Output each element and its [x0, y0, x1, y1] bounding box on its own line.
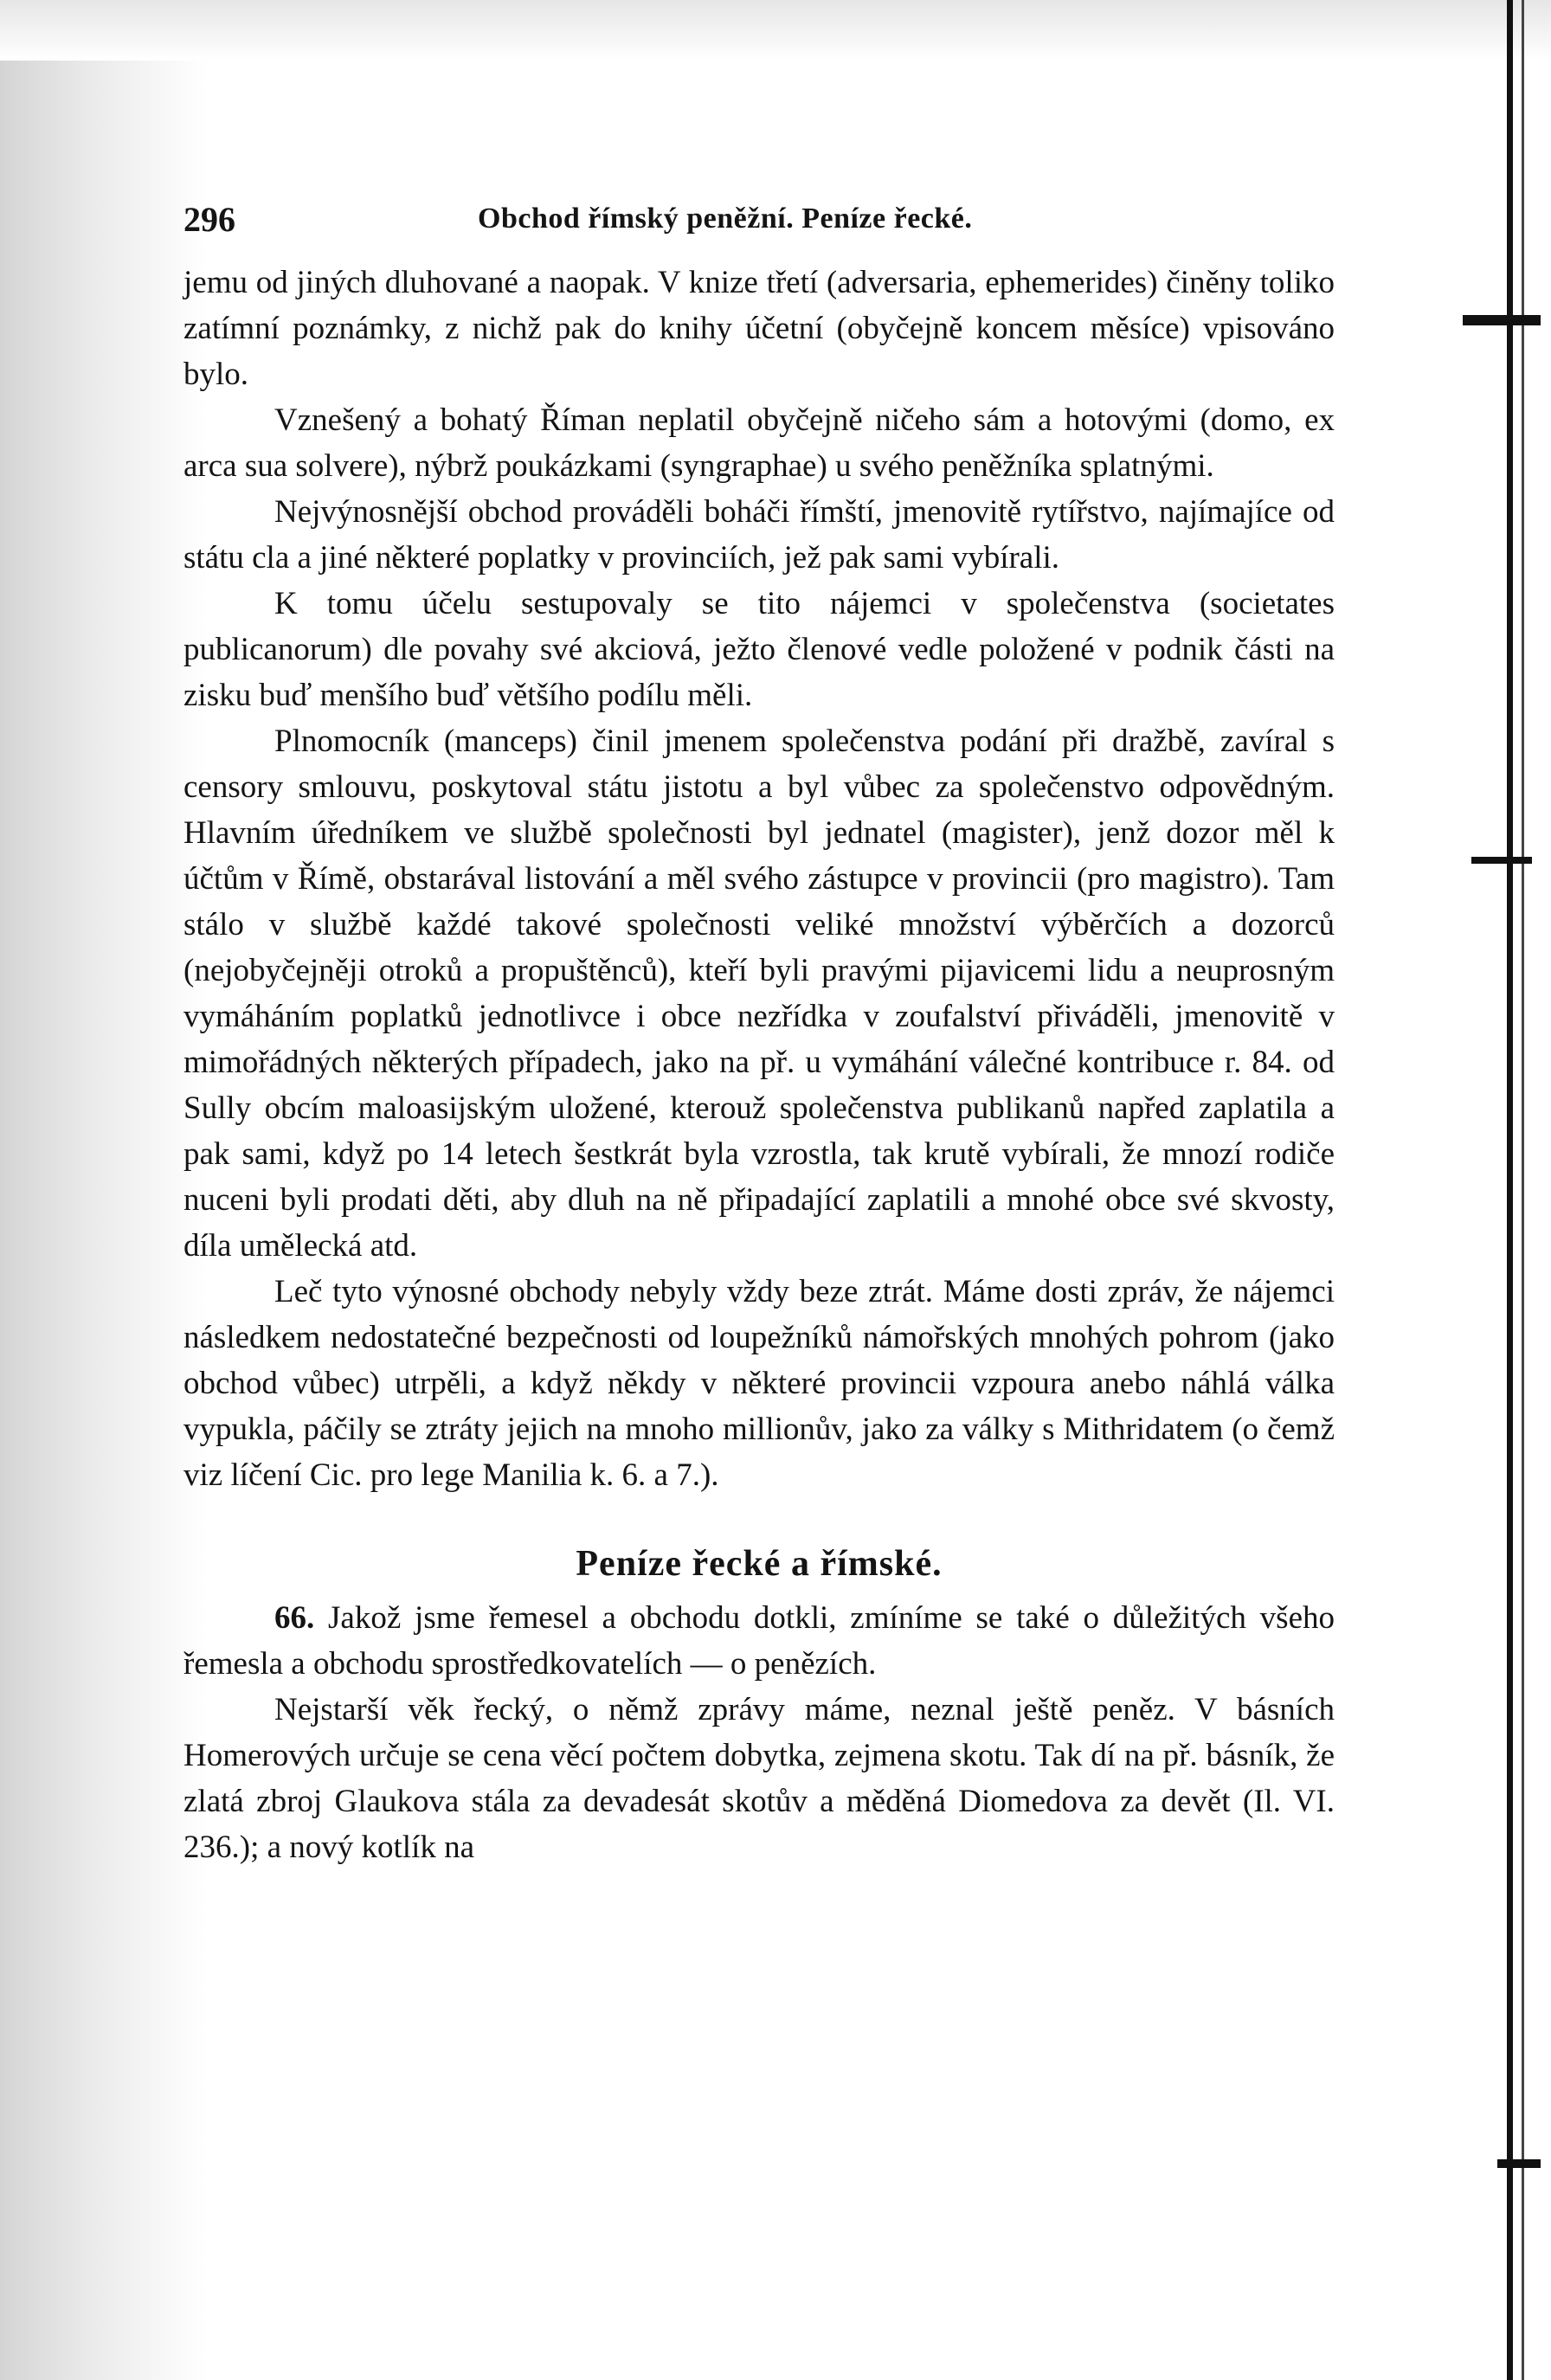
edge-mark [1497, 2159, 1541, 2168]
paragraph: K tomu účelu sestupovaly se tito nájemci v společenstva (societates publicanorum) dle povahy své akciová, ježto členové vedle položené v podnik části na zisku buď menšího buď většího podílu měli. [183, 586, 1335, 713]
edge-mark [1471, 857, 1532, 864]
section-heading: Peníze řecké a římské. [576, 1544, 943, 1584]
running-head [183, 199, 1335, 260]
edge-mark [1463, 315, 1541, 325]
running-title: Obchod římský peněžní. Peníze řecké. [478, 203, 973, 235]
page-edge-rule-inner [1522, 0, 1524, 2380]
book-page [183, 199, 1335, 1870]
section-first-paragraph [183, 1595, 1335, 1687]
body-text [183, 260, 1335, 1870]
page-edge-rule [1507, 0, 1513, 2380]
paragraph: Vznešený a bohatý Říman neplatil obyčejně ničeho sám a hotovými (domo, ex arca sua solvere), nýbrž poukázkami (syngraphae) u svého peněžníka splatnými. [183, 402, 1335, 484]
scan-shadow-top [0, 0, 1551, 61]
section-first-paragraph-text: Jakož jsme řemesel a obchodu dotkli, zmíníme se také o důležitých všeho řemesla a obchodu sprostředkovatelích — o penězích. [183, 1600, 1335, 1682]
paragraph: Leč tyto výnosné obchody nebyly vždy beze ztrát. Máme dosti zpráv, že nájemci následkem nedostatečné bezpečnosti od loupežníků námořských mnohých pohrom (jako obchod vůbec) utrpěli, a když někdy v některé provincii vzpoura anebo náhlá válka vypukla, páčily se ztráty jejich na mnoho millionův, jako za války s Mithridatem (o čemž viz líčení Cic. pro lege Manilia k. 6. a 7.). [183, 1274, 1335, 1493]
scan-shadow-left [0, 0, 208, 2380]
paragraph: Plnomocník (manceps) činil jmenem společenstva podání při dražbě, zavíral s censory smlouvu, poskytoval státu jistotu a byl vůbec za společenstvo odpovědným. Hlavním úředníkem ve službě společnosti byl jednatel (magister), jenž dozor měl k účtům v Římě, obstarával listování a měl svého zástupce v provincii (pro magistro). Tam stálo v službě každé takové společnosti veliké množství výběrčích a dozorců (nejobyčejněji otroků a propuštěnců), kteří byli pravými pijavicemi lidu a neuprosným vymáháním poplatků jednotlivce i obce nezřídka v zoufalství přiváděli, jmenovitě v mimořádných některých případech, jako na př. u vymáhání válečné kontribuce r. 84. od Sully obcím maloasijským uložené, kterouž společenstva publikanů napřed zaplatila a pak sami, když po 14 letech šestkrát byla vzrostla, tak krutě vybírali, že mnozí rodiče nuceni byli prodati děti, aby dluh na ně připadající zaplatili a mnohé obce své skvosty, díla umělecká atd. [183, 724, 1335, 1264]
paragraph: Nejvýnosnější obchod prováděli boháči římští, jmenovitě rytířstvo, najímajíce od státu cla a jiné některé poplatky v provinciích, jež pak sami vybírali. [183, 494, 1335, 576]
section-number: 66. [274, 1600, 315, 1636]
page-number: 296 [183, 200, 235, 239]
paragraph: jemu od jiných dluhované a naopak. V knize třetí (adversaria, ephemerides) činěny toliko zatímní poznámky, z nichž pak do knihy účetní (obyčejně koncem měsíce) vpisováno bylo. [183, 265, 1335, 392]
paragraph: Nejstarší věk řecký, o němž zprávy máme, neznal ještě peněz. V básních Homerových určuje se cena věcí počtem dobytka, zejmena skotu. Tak dí na př. básník, že zlatá zbroj Glaukova stála za devadesát skotův a měděná Diomedova za devět (Il. VI. 236.); a nový kotlík na [183, 1692, 1335, 1865]
